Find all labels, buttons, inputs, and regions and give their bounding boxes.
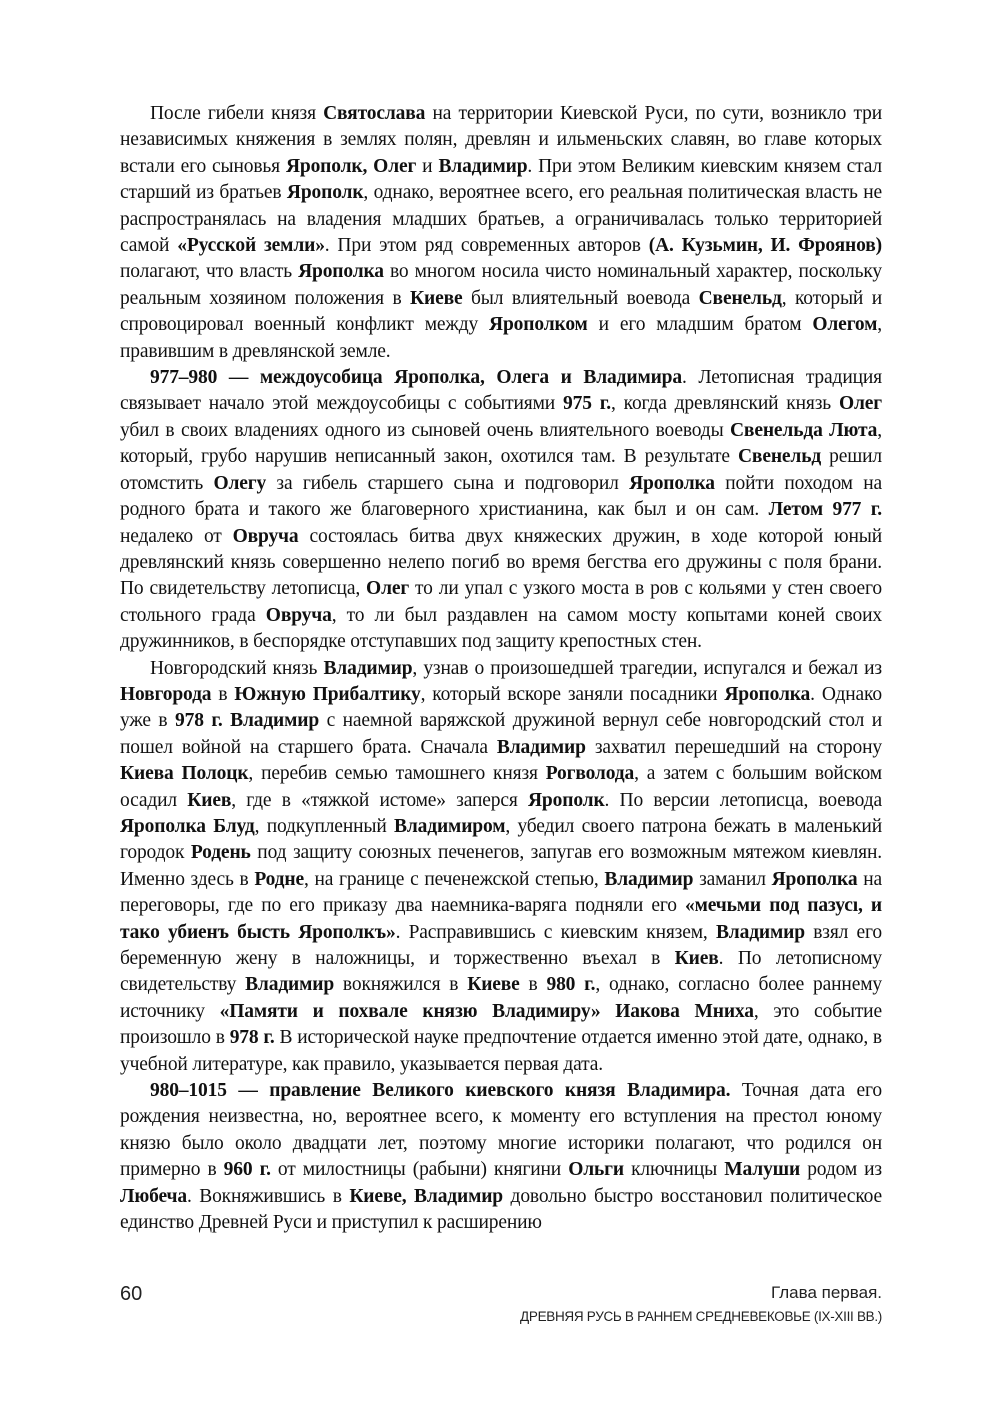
text-run: заманил [693, 868, 772, 890]
bold-text: Свенельд [738, 446, 822, 468]
text-run: ключницы [623, 1159, 725, 1181]
chapter-subtitle: ДРЕВНЯЯ РУСЬ В РАННЕМ СРЕДНЕВЕКОВЬЕ (IX-XIII ВВ.) [520, 1309, 882, 1324]
text-run: решил отомстить [120, 446, 882, 494]
bold-text: Ярополк [528, 789, 605, 811]
text-run: Точная дата его рождения неизвестна, но, вероятнее всего, к моменту его вступления на престол юному князю было около двадцати лет, поэтому многие историки полагают, что родился он примерно в [120, 1080, 882, 1181]
paragraph [120, 365, 882, 655]
text-run: , на границе с печенежской степью, [303, 868, 605, 890]
bold-text: Владимир [438, 155, 528, 177]
bold-text: 978 г. [229, 1027, 275, 1049]
bold-text: Овруча [232, 525, 299, 547]
text-run: состоялась битва двух княжеских дружин, в ходе которой юный древлянский князь совершенно нелепо погиб во время бегства его дружины с поля брани. По свидетельству летописца, [120, 525, 882, 600]
text-run: , это событие произошло в [120, 1000, 882, 1049]
text-run: в [519, 974, 547, 996]
bold-text: Олег [838, 393, 882, 415]
text-run: и [416, 155, 439, 177]
text-run: . Однако уже в [120, 683, 882, 732]
text-run: . При этом Великим киевским князем стал старший из братьев [120, 155, 882, 204]
text-run: Новгородский князь [150, 657, 324, 679]
bold-text: Новгорода [120, 683, 212, 705]
text-run: , который и спровоцировал военный конфликт между [120, 287, 882, 336]
bold-text: Киеве, Владимир [349, 1185, 504, 1207]
paragraph [120, 656, 882, 1079]
text-run: , перебив семью тамошнего князя [248, 763, 546, 785]
chapter-title: Глава первая. [771, 1283, 882, 1302]
bold-text: Родне [254, 868, 304, 890]
bold-text: Владимир [496, 736, 586, 758]
page-body [120, 101, 882, 1236]
text-run: взял его беременную жену в наложницы, и торжественно въехал в [120, 921, 882, 969]
bold-text: Рогволода [545, 763, 635, 785]
text-run: захватил перешедший на сторону [585, 736, 882, 758]
bold-text: Свенельд [698, 287, 782, 309]
bold-text: Владимир [323, 657, 413, 679]
text-run: , то ли был раздавлен на самом мосту копытами коней своих дружинников, в беспорядке отступавших под защиту крепостных стен. [120, 604, 882, 653]
bold-text: Родень [190, 842, 251, 864]
bold-text: Владимир [245, 974, 335, 996]
text-run: довольно быстро восстановил политическое единство Древней Руси и приступил к расширению [120, 1185, 882, 1234]
bold-text: Владимир [604, 868, 694, 890]
text-run: В исторической науке предпочтение отдается именно этой дате, однако, в учебной литературе, как правило, указывается первая дата. [120, 1027, 882, 1075]
text-run: с наемной варяжской дружиной вернул себе новгородский стол и пошел войной на старшего брата. Сначала [120, 710, 882, 758]
text-run: . По версии летописца, воевода [604, 789, 883, 811]
bold-text: Свенельда Люта [730, 419, 878, 441]
text-run: недалеко от [120, 525, 233, 547]
text-run: . Летописная традиция связывает начало этой междоусобицы с событиями [120, 367, 882, 415]
text-run: , который вскоре заняли посадники [420, 683, 725, 705]
bold-text: Ярополк, Олег [285, 155, 417, 177]
bold-text: Ярополка [771, 868, 858, 890]
text-run: на территории Киевской Руси, по сути, возникло три независимых княжения в землях полян, древлян и ильменьских славян, во главе которых встали его сыновья [120, 103, 882, 177]
bold-text: 960 г. [223, 1159, 271, 1181]
page-number: 60 [120, 1283, 143, 1305]
bold-text: Киеве [467, 974, 520, 996]
bold-text: Киева Полоцк [120, 763, 249, 785]
text-run: , а затем с большим войском осадил [120, 763, 882, 811]
bold-text: Любеча [120, 1185, 187, 1207]
bold-text: Ярополка Блуд [120, 815, 255, 837]
bold-text: Олегом [812, 314, 878, 336]
bold-text: Ярополка [724, 683, 811, 705]
paragraph [120, 1078, 882, 1236]
text-run: , узнав о произошедшей трагедии, испугался и бежал из [412, 657, 882, 679]
bold-text: Ярополка [298, 261, 384, 283]
bold-text: Ярополка [629, 472, 715, 494]
text-run: , который, грубо нарушив неписанный закон, охотился там. В результате [120, 419, 883, 468]
text-run: . Расправившись с киевским князем, [395, 921, 716, 943]
text-run: , где в «тяжкой истоме» заперся [231, 789, 528, 811]
bold-text: 980 г. [546, 974, 596, 996]
text-run: , убедил своего патрона бежать в маленький городок [120, 815, 882, 864]
bold-text: Олег [366, 578, 410, 600]
bold-text: 975 г. [563, 393, 611, 415]
text-run: и его младшим братом [587, 314, 813, 336]
bold-text: Киев [674, 948, 719, 969]
text-run: , однако, согласно более раннему источнику [120, 974, 882, 1022]
bold-text: Святослава [323, 103, 426, 124]
bold-text: Владимир [715, 921, 805, 943]
bold-text: «мечьми под пазусı, и тако убиенъ бысть Ярополкъ» [120, 895, 882, 943]
bold-text: 978 г. Владимир [175, 710, 320, 732]
bold-text: Киеве [410, 287, 463, 309]
bold-text: Ярополком [489, 314, 588, 336]
bold-text: Владимиром [394, 815, 506, 837]
bold-text: (А. Кузьмин, И. Фроянов) [648, 235, 882, 257]
text-run: , когда древлянский князь [610, 393, 839, 415]
text-run: за гибель старшего сына и подговорил [266, 472, 630, 494]
page-footer [120, 1279, 882, 1339]
text-run: под защиту союзных печенегов, запугав его возможным мятежом киевлян. Именно здесь в [120, 842, 882, 890]
bold-text: 977–980 — междоусобица Ярополка, Олега и Владимира [150, 367, 682, 389]
bold-text: Киев [187, 789, 232, 811]
bold-text: Ярополк [286, 182, 364, 204]
bold-text: Малуши [724, 1159, 801, 1181]
text-run: . Вокняжившись в [186, 1185, 350, 1207]
text-run: . При этом ряд современных авторов [324, 235, 649, 257]
text-run: был влиятельный воевода [462, 287, 699, 309]
text-run: . По летописному свидетельству [120, 948, 882, 996]
text-run: , правившим в древлянской земле. [120, 314, 883, 362]
bold-text: Ольги [568, 1159, 624, 1181]
text-run: на переговоры, где по его приказу два наемника-варяга подняли его [120, 868, 882, 917]
text-run: родом из [800, 1159, 882, 1181]
text-run: то ли упал с узкого моста в ров с кольями у стен своего стольного града [120, 578, 883, 626]
text-run: во многом носила чисто номинальный характер, поскольку реальным хозяином положения в [120, 261, 882, 309]
bold-text: Южную Прибалтику [234, 683, 421, 705]
text-run: вокняжился в [334, 974, 468, 996]
bold-text: «Русской земли» [177, 235, 325, 257]
bold-text: 980–1015 — правление Великого киевского князя Владимира. [150, 1080, 731, 1102]
text-run: от милостницы (рабыни) княгини [270, 1159, 569, 1181]
bold-text: Овруча [265, 604, 332, 626]
paragraph [120, 101, 882, 365]
bold-text: Олегу [213, 472, 267, 494]
text-run: в [211, 683, 235, 705]
text-run: После гибели князя [150, 103, 324, 124]
text-run: пойти походом на родного брата и такого же благоверного христианина, как был и он сам. [120, 472, 882, 521]
text-run: , однако, вероятнее всего, его реальная политическая власть не распространялась на владения младших братьев, а ограничивалась только территорией самой [120, 182, 882, 257]
text-run: полагают, что власть [120, 261, 299, 283]
text-run: убил в своих владениях одного из сыновей очень влиятельного воеводы [120, 419, 730, 441]
bold-text: «Памяти и похвале князю Владимиру» Иакова Мниха [219, 1000, 754, 1022]
bold-text: Летом 977 г. [768, 499, 883, 521]
text-run: , подкупленный [254, 815, 395, 837]
